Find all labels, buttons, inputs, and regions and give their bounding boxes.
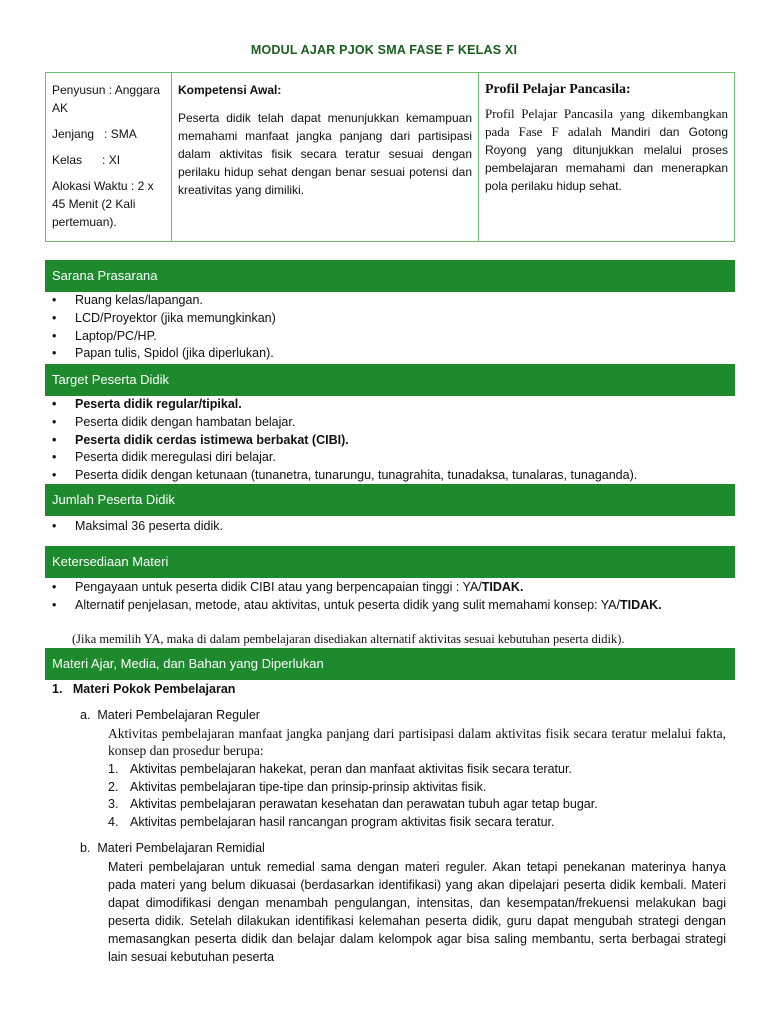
bullet-icon: • xyxy=(52,468,57,483)
bullet-icon: • xyxy=(52,346,57,361)
jenjang: Jenjang : SMA xyxy=(52,127,137,141)
profil-text-sans: Mandiri dan Gotong Royong yang ditunjukkan melalui proses pembelajaran memahami dan menerapkan pola perilaku hidup sehat. xyxy=(485,125,728,193)
list-item: • Ruang kelas/lapangan. xyxy=(45,292,735,310)
alokasi-waktu: Alokasi Waktu : 2 x 45 Menit (2 Kali pertemuan). xyxy=(52,179,154,229)
profil-title: Profil Pelajar Pancasila: xyxy=(485,82,631,97)
bullet-icon: • xyxy=(52,597,57,612)
profil-text xyxy=(485,105,728,195)
info-column-kompetensi xyxy=(172,73,479,241)
list-item: 3. Aktivitas pembelajaran perawatan kesehatan dan perawatan tubuh agar tetap bugar. xyxy=(108,797,598,812)
ketersediaan-list xyxy=(45,579,735,615)
kelas: Kelas : XI xyxy=(52,153,121,167)
list-item: • Peserta didik dengan hambatan belajar. xyxy=(45,414,735,432)
materi-heading-1: 1. Materi Pokok Pembelajaran xyxy=(52,682,236,696)
list-item: • LCD/Proyektor (jika memungkinkan) xyxy=(45,310,735,328)
info-column-identity xyxy=(46,73,172,241)
list-item: • Pengayaan untuk peserta didik CIBI atau yang berpencapaian tinggi : YA/TIDAK. xyxy=(45,579,735,597)
bullet-icon: • xyxy=(52,328,57,343)
bullet-icon: • xyxy=(52,397,57,411)
materi-remidial-title: b. Materi Pembelajaran Remidial xyxy=(80,841,265,855)
list-item: • Laptop/PC/HP. xyxy=(45,328,735,346)
kompetensi-title: Kompetensi Awal: xyxy=(178,83,282,97)
ketersediaan-note: (Jika memilih YA, maka di dalam pembelajaran disediakan alternatif aktivitas sesuai kebutuhan peserta didik). xyxy=(72,632,625,646)
list-item: • Alternatif penjelasan, metode, atau aktivitas, untuk peserta didik yang sulit memahami konsep: YA/TIDAK. xyxy=(45,597,735,615)
target-list xyxy=(45,396,735,485)
info-column-profil xyxy=(479,73,734,241)
info-table xyxy=(45,72,735,242)
bullet-icon: • xyxy=(52,519,57,533)
list-item: • Peserta didik meregulasi diri belajar. xyxy=(45,449,735,467)
bullet-icon: • xyxy=(52,432,57,447)
penyusun: Penyusun : Anggara AK xyxy=(52,83,161,115)
profil-text-serif: Profil Pelajar Pancasila yang dikembangkan pada Fase F adalah xyxy=(485,106,728,139)
kompetensi-text: Peserta didik telah dapat menunjukkan kemampuan memahami manfaat jangka panjang dari partisipasi dalam aktivitas fisik secara teratur sesuai dengan perilaku hidup sehat dengan benar sesuai potensi dan kreativitas yang dimiliki. xyxy=(178,111,472,197)
list-item: • Peserta didik cerdas istimewa berbakat (CIBI). xyxy=(45,432,735,450)
section-header-ketersediaan: Ketersediaan Materi xyxy=(45,546,735,578)
section-header-target: Target Peserta Didik xyxy=(45,364,735,396)
list-item: 4. Aktivitas pembelajaran hasil rancangan program aktivitas fisik secara teratur. xyxy=(108,815,555,830)
list-item: • Papan tulis, Spidol (jika diperlukan). xyxy=(45,345,735,363)
bullet-icon: • xyxy=(52,414,57,429)
list-item: 2. Aktivitas pembelajaran tipe-tipe dan prinsip-prinsip aktivitas fisik. xyxy=(108,779,487,794)
sarana-list xyxy=(45,292,735,363)
materi-reguler-intro: Aktivitas pembelajaran manfaat jangka panjang dari partisipasi dalam aktivitas fisik secara teratur melalui fakta, konsep dan prosedur berupa: xyxy=(108,726,726,758)
materi-reguler-list xyxy=(108,761,726,832)
document-title: MODUL AJAR PJOK SMA FASE F KELAS XI xyxy=(250,43,518,57)
materi-remidial-text: Materi pembelajaran untuk remedial sama dengan materi reguler. Akan tetapi penekanan materinya hanya pada materi yang belum dikuasai (berdasarkan identifikasi) yang akan dipelajari peserta didik kembali. Materi dapat dimodifikasi dengan menambah pengulangan, intensitas, dan kesempatan/frekuensi melakukan bagi peserta didik. Setelah dilakukan identifikasi kelemahan peserta didik, guru dapat mengubah strategi dengan memasangkan peserta didik dan belajar dalam kelompok agar bisa saling membantu, serta berbagai strategi lain sesuai kebutuhan peserta xyxy=(108,860,726,964)
list-item: • Maksimal 36 peserta didik. xyxy=(45,518,735,536)
materi-reguler-title: a. Materi Pembelajaran Reguler xyxy=(80,708,260,722)
jumlah-list xyxy=(45,518,735,536)
section-header-materi: Materi Ajar, Media, dan Bahan yang Diperlukan xyxy=(45,648,735,680)
section-header-sarana: Sarana Prasarana xyxy=(45,260,735,292)
bullet-icon: • xyxy=(52,310,57,325)
section-header-jumlah: Jumlah Peserta Didik xyxy=(45,484,735,516)
list-item: 1. Aktivitas pembelajaran hakekat, peran dan manfaat aktivitas fisik secara teratur. xyxy=(108,762,572,776)
bullet-icon: • xyxy=(52,293,57,307)
list-item: • Peserta didik regular/tipikal. xyxy=(45,396,735,414)
bullet-icon: • xyxy=(52,450,57,465)
bullet-icon: • xyxy=(52,580,57,594)
list-item: • Peserta didik dengan ketunaan (tunanetra, tunarungu, tunagrahita, tunadaksa, tunalaras, tunaganda). xyxy=(45,467,735,485)
